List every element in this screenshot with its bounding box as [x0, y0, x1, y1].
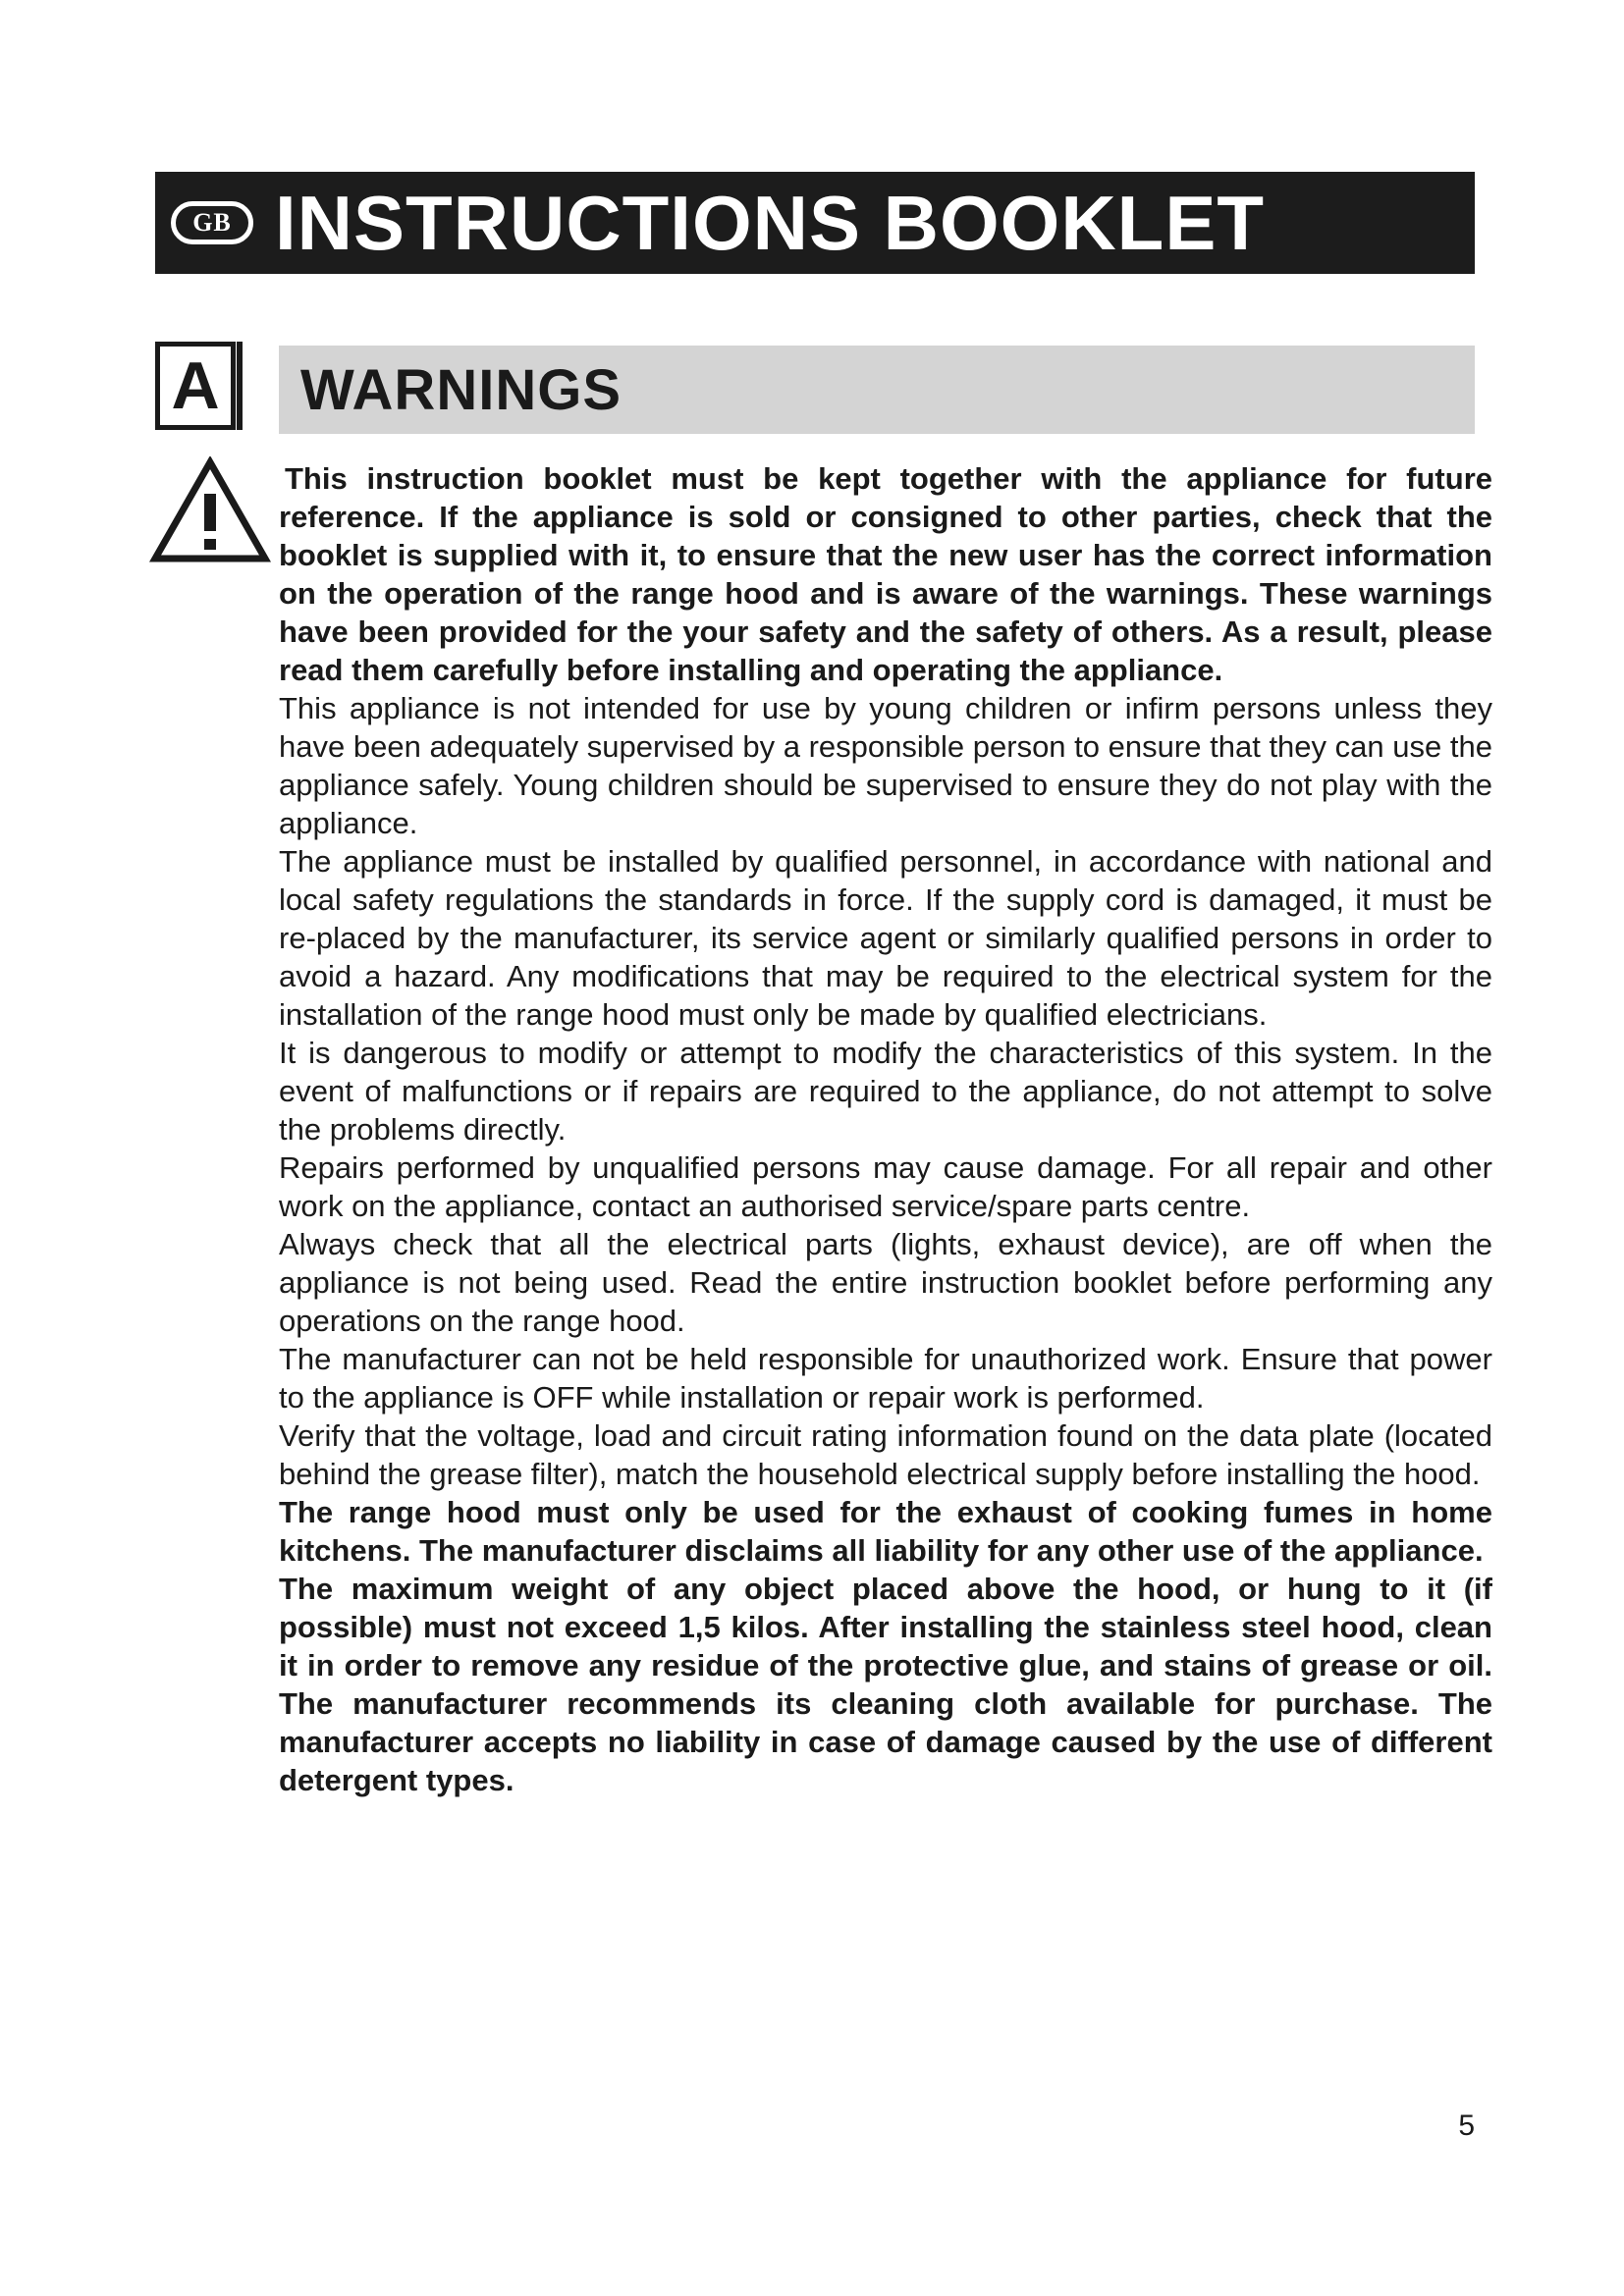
section-header: [279, 346, 1475, 434]
booklet-title: INSTRUCTIONS BOOKLET: [275, 180, 1265, 266]
warning-paragraph-9: The range hood must only be used for the exhaust of cooking fumes in home kitchens. The manufacturer disclaims all liability for any other use of the appliance.: [279, 1495, 1492, 1568]
gb-country-badge: GB: [171, 201, 253, 244]
warning-paragraph-2: This appliance is not intended for use by young children or infirm persons unless they have been adequately supervised by a responsible person to ensure that they can use the appliance safely. Young children should be supervised to ensure they do not play with the appliance.: [279, 691, 1492, 840]
page-number: 5: [1458, 2109, 1475, 2142]
warning-paragraph-1: This instruction booklet must be kept together with the appliance for future reference. If the appliance is sold or consigned to other parties, check that the booklet is supplied with it, to ensure that the new user has the correct information on the operation of the range hood and is aware of the warnings. These warnings have been provided for the your safety and the safety of others. As a result, please read them carefully before installing and operating the appliance.: [279, 461, 1492, 687]
section-title: WARNINGS: [300, 358, 622, 422]
warning-triangle-icon: [149, 456, 271, 564]
warnings-content: [279, 459, 1492, 1799]
warning-paragraph-3: The appliance must be installed by qualified personnel, in accordance with national and local safety regulations the standards in force. If the supply cord is damaged, it must be re-placed by the manufacturer, its service agent or similarly qualified persons in order to avoid a hazard. Any modifications that may be required to the electrical system for the installation of the range hood must only be made by qualified electricians.: [279, 844, 1492, 1032]
title-bar: [155, 172, 1475, 274]
warning-paragraph-5: Repairs performed by unqualified persons may cause damage. For all repair and other work on the appliance, contact an authorised service/spare parts centre.: [279, 1150, 1492, 1223]
section-letter: A: [155, 342, 236, 430]
warning-paragraph-7: The manufacturer can not be held responsible for unauthorized work. Ensure that power to the appliance is OFF while installation or repair work is performed.: [279, 1342, 1492, 1415]
warning-paragraph-6: Always check that all the electrical parts (lights, exhaust device), are off when the appliance is not being used. Read the entire instruction booklet before performing any operations on the range hood.: [279, 1227, 1492, 1338]
warning-paragraph-8: Verify that the voltage, load and circuit rating information found on the data plate (located behind the grease filter), match the household electrical supply before installing the hood.: [279, 1418, 1492, 1491]
warning-paragraph-4: It is dangerous to modify or attempt to modify the characteristics of this system. In the event of malfunctions or if repairs are required to the appliance, do not attempt to solve the problems directly.: [279, 1036, 1492, 1147]
warning-paragraph-10: The maximum weight of any object placed above the hood, or hung to it (if possible) must not exceed 1,5 kilos. After installing the stainless steel hood, clean it in order to remove any residue of the protective glue, and stains of grease or oil. The manufacturer recommends its cleaning cloth available for purchase. The manufacturer accepts no liability in case of damage caused by the use of different detergent types.: [279, 1572, 1492, 1797]
